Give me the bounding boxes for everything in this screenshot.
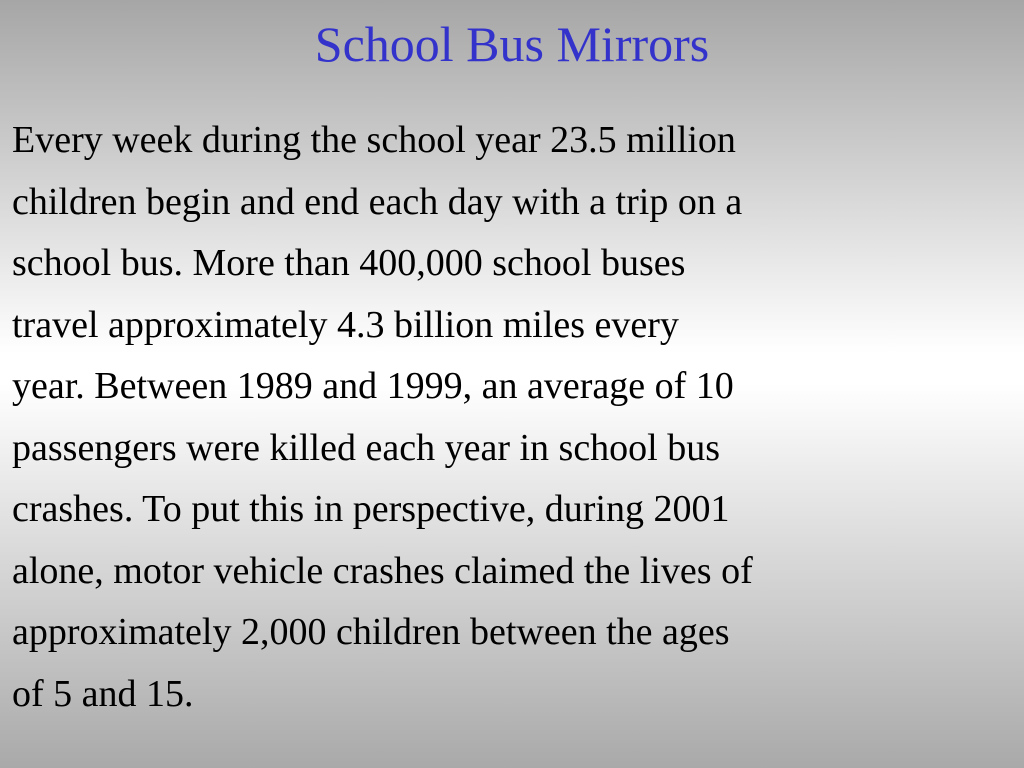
- body-line: alone, motor vehicle crashes claimed the lives of: [12, 549, 753, 592]
- body-line: school bus. More than 400,000 school buses: [12, 242, 686, 284]
- slide-title: School Bus Mirrors: [314, 16, 710, 72]
- body-line: of 5 and 15.: [12, 672, 194, 715]
- body-line: passengers were killed each year in school bus: [12, 426, 721, 469]
- body-line: year. Between 1989 and 1999, an average of 10: [12, 365, 734, 407]
- body-line: approximately 2,000 children between the ages: [12, 611, 730, 653]
- body-line: crashes. To put this in perspective, during 2001: [12, 488, 730, 530]
- slide-body-text: [12, 110, 1016, 725]
- body-line: travel approximately 4.3 billion miles every: [12, 303, 679, 346]
- body-line: Every week during the school year 23.5 million: [12, 119, 736, 161]
- body-line: children begin and end each day with a trip on a: [12, 180, 743, 223]
